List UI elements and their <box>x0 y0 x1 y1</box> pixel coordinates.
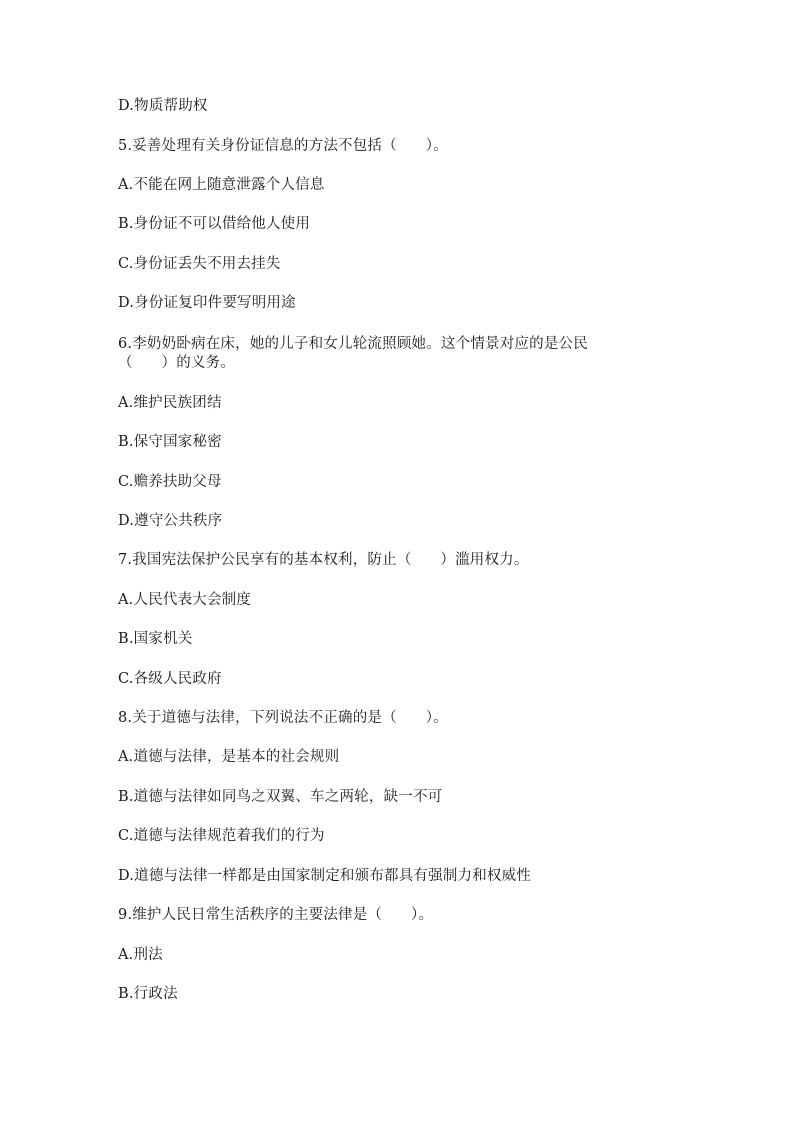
question-5: 5.妥善处理有关身份证信息的方法不包括（ ）。 <box>118 138 448 154</box>
option-d-q8: D.道德与法律一样都是由国家制定和颁布都具有强制力和权威性 <box>118 868 532 884</box>
option-d-q5: D.身份证复印件要写明用途 <box>118 295 296 311</box>
option-a-q9: A.刑法 <box>118 947 163 963</box>
question-9: 9.维护人民日常生活秩序的主要法律是（ ）。 <box>118 907 434 923</box>
option-a-q6: A.维护民族团结 <box>118 395 222 411</box>
question-7: 7.我国宪法保护公民享有的基本权利，防止（ ）滥用权力。 <box>118 552 529 568</box>
question-6-line-2: （ ）的义务。 <box>118 355 236 371</box>
option-b-q7: B.国家机关 <box>118 631 193 647</box>
option-a-q5: A.不能在网上随意泄露个人信息 <box>118 177 325 193</box>
option-a-q8: A.道德与法律，是基本的社会规则 <box>118 749 340 765</box>
option-c-q7: C.各级人民政府 <box>118 671 222 687</box>
option-d-q6: D.遵守公共秩序 <box>118 513 223 529</box>
option-c-q5: C.身份证丢失不用去挂失 <box>118 256 281 272</box>
question-8: 8.关于道德与法律，下列说法不正确的是（ ）。 <box>118 710 448 726</box>
option-b-q5: B.身份证不可以借给他人使用 <box>118 216 311 232</box>
option-d-q4: D.物质帮助权 <box>118 98 208 114</box>
option-c-q8: C.道德与法律规范着我们的行为 <box>118 828 325 844</box>
option-b-q6: B.保守国家秘密 <box>118 434 222 450</box>
option-b-q9: B.行政法 <box>118 986 178 1002</box>
option-a-q7: A.人民代表大会制度 <box>118 592 252 608</box>
option-c-q6: C.赡养扶助父母 <box>118 474 222 490</box>
option-b-q8: B.道德与法律如同鸟之双翼、车之两轮，缺一不可 <box>118 789 443 805</box>
question-6-line-1: 6.李奶奶卧病在床，她的儿子和女儿轮流照顾她。这个情景对应的是公民 <box>118 336 588 352</box>
